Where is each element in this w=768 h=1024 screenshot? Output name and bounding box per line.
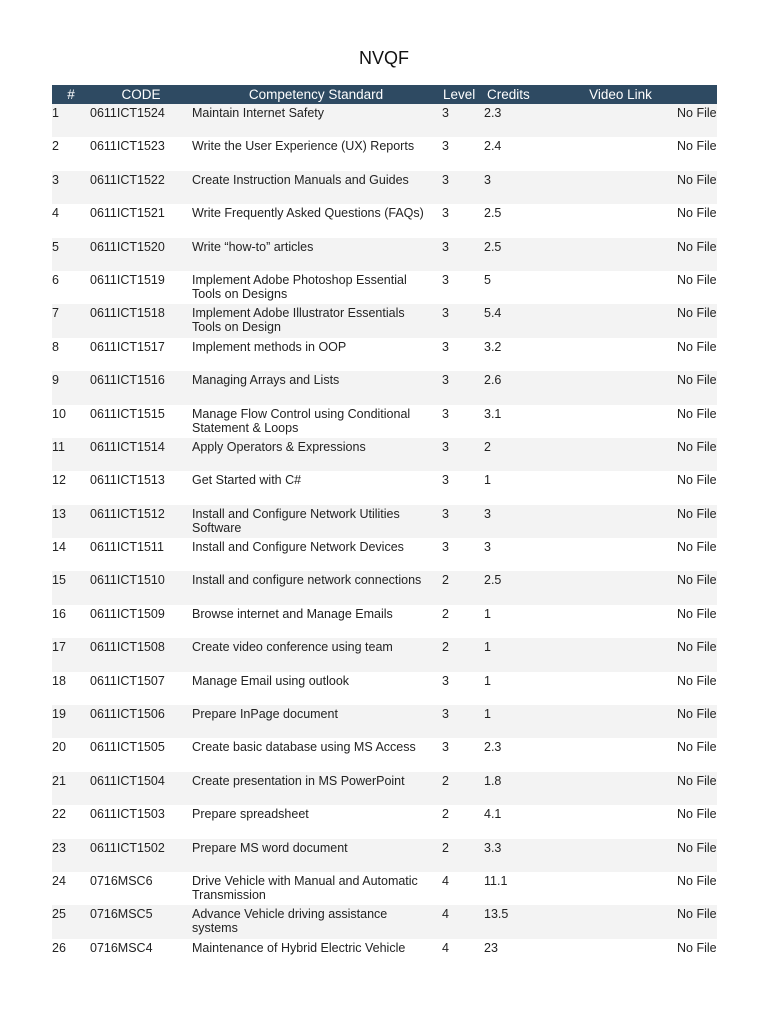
competency-standard: Prepare InPage document [192,707,338,722]
file-status: No File [677,606,717,621]
competency-standard: Install and Configure Network Devices [192,540,404,555]
competency-code: 0611ICT1515 [90,406,165,421]
competency-standard: Implement methods in OOP [192,339,347,354]
header-video-link: Video Link [589,87,652,102]
file-status: No File [677,239,717,254]
row-number: 4 [52,206,59,221]
row-number: 20 [52,740,66,755]
competency-code: 0716MSC4 [90,940,153,955]
level-value: 3 [442,339,449,354]
level-value: 4 [442,940,449,955]
credits-value: 11.1 [484,873,508,888]
file-status: No File [677,707,717,722]
competency-standard: Maintenance of Hybrid Electric Vehicle [192,940,406,955]
row-number: 17 [52,640,66,655]
row-number: 15 [52,573,66,588]
file-status: No File [677,206,717,221]
row-number: 22 [52,807,66,822]
competency-code: 0611ICT1506 [90,707,165,722]
file-status: No File [677,506,717,521]
competency-code: 0611ICT1503 [90,807,165,822]
level-value: 3 [442,540,449,555]
credits-value: 2.4 [484,139,502,154]
level-value: 2 [442,807,449,822]
table-row [52,438,717,471]
competency-standard: Implement Adobe Photoshop Essential Tools on Designs [192,272,407,301]
video-link[interactable] [564,538,677,571]
table-row [52,805,717,838]
level-value: 2 [442,640,449,655]
level-value: 3 [442,707,449,722]
file-status: No File [677,139,717,154]
credits-value: 4.1 [484,807,502,822]
video-link[interactable] [564,471,677,504]
competency-standard: Manage Flow Control using Conditional Statement & Loops [192,406,411,435]
credits-value: 5 [484,272,491,287]
level-value: 3 [442,306,449,321]
row-number: 10 [52,406,66,421]
credits-value: 3 [484,506,491,521]
competency-standard: Get Started with C# [192,473,302,488]
credits-value: 2.5 [484,206,502,221]
credits-value: 2.5 [484,573,502,588]
competency-code: 0611ICT1524 [90,106,165,120]
competency-code: 0611ICT1508 [90,640,165,655]
competency-code: 0611ICT1513 [90,473,165,488]
table-row [52,371,717,404]
competency-standard: Create Instruction Manuals and Guides [192,172,409,187]
credits-value: 3 [484,172,491,187]
competency-code: 0611ICT1511 [90,540,164,555]
competency-standard: Install and Configure Network Utilities Software [192,506,400,535]
competency-standard: Advance Vehicle driving assistance systems [192,907,388,936]
video-link[interactable] [564,304,677,337]
competency-standard: Apply Operators & Expressions [192,439,366,454]
row-number: 8 [52,339,59,354]
credits-value: 3.1 [484,406,502,421]
row-number: 19 [52,707,66,722]
credits-value: 1 [484,707,491,722]
header-level: Level [443,87,476,102]
credits-value: 2.3 [484,106,502,120]
table-row [52,137,717,170]
video-link[interactable] [564,905,677,938]
credits-value: 3.2 [484,339,502,354]
credits-value: 13.5 [484,907,509,922]
row-number: 2 [52,139,59,154]
competency-standard: Create basic database using MS Access [192,740,416,755]
video-link[interactable] [564,338,677,371]
competency-standard: Drive Vehicle with Manual and Automatic Transmission [192,873,418,902]
table-row [52,338,717,371]
level-value: 3 [442,439,449,454]
competency-standard: Managing Arrays and Lists [192,373,340,388]
row-number: 21 [52,773,66,788]
credits-value: 1.8 [484,773,502,788]
video-link[interactable] [564,805,677,838]
competency-standard: Prepare MS word document [192,840,348,855]
table-body [52,104,717,972]
competency-code: 0611ICT1504 [90,773,165,788]
video-link[interactable] [564,605,677,638]
table-row [52,839,717,872]
level-value: 4 [442,873,449,888]
level-value: 3 [442,406,449,421]
competency-code: 0611ICT1523 [90,139,165,154]
table-row [52,872,717,905]
level-value: 3 [442,673,449,688]
video-link[interactable] [564,638,677,671]
competency-code: 0611ICT1502 [90,840,165,855]
credits-value: 1 [484,640,491,655]
competency-standard: Implement Adobe Illustrator Essentials Tools on Design [192,306,405,335]
file-status: No File [677,272,717,287]
credits-value: 3.3 [484,840,502,855]
file-status: No File [677,773,717,788]
table-row [52,638,717,671]
file-status: No File [677,439,717,454]
row-number: 7 [52,306,59,321]
credits-value: 2.3 [484,740,502,755]
video-link[interactable] [564,839,677,872]
row-number: 3 [52,172,59,187]
competency-standard: Browse internet and Manage Emails [192,606,393,621]
competency-standard: Manage Email using outlook [192,673,350,688]
competency-table [52,85,717,972]
file-status: No File [677,540,717,555]
row-number: 26 [52,940,66,955]
row-number: 9 [52,373,59,388]
credits-value: 23 [484,940,498,955]
level-value: 3 [442,473,449,488]
competency-code: 0611ICT1509 [90,606,165,621]
video-link[interactable] [564,271,677,304]
level-value: 3 [442,172,449,187]
video-link[interactable] [564,738,677,771]
table-row [52,505,717,538]
competency-code: 0611ICT1512 [90,506,165,521]
competency-code: 0611ICT1514 [90,439,165,454]
video-link[interactable] [564,171,677,204]
video-link[interactable] [564,438,677,471]
file-status: No File [677,740,717,755]
file-status: No File [677,406,717,421]
file-status: No File [677,840,717,855]
credits-value: 2.5 [484,239,502,254]
file-status: No File [677,473,717,488]
competency-code: 0716MSC6 [90,873,153,888]
competency-standard: Install and configure network connections [192,573,422,588]
header-num: # [67,87,75,102]
competency-standard: Maintain Internet Safety [192,106,325,120]
competency-standard: Write “how-to” articles [192,239,314,254]
competency-code: 0611ICT1517 [90,339,165,354]
table-row [52,104,717,137]
table-row [52,772,717,805]
page-title: NVQF [358,48,409,68]
table-row [52,939,717,972]
row-number: 1 [52,106,59,120]
table-row [52,204,717,237]
table-row [52,271,717,304]
table-row [52,571,717,604]
level-value: 3 [442,740,449,755]
table-row [52,605,717,638]
level-value: 3 [442,373,449,388]
level-value: 3 [442,272,449,287]
video-link[interactable] [564,705,677,738]
row-number: 11 [52,439,65,454]
level-value: 2 [442,573,449,588]
video-link[interactable] [564,505,677,538]
row-number: 23 [52,840,66,855]
table-row [52,238,717,271]
row-number: 12 [52,473,66,488]
credits-value: 1 [484,673,491,688]
competency-code: 0716MSC5 [90,907,153,922]
level-value: 3 [442,506,449,521]
competency-code: 0611ICT1507 [90,673,165,688]
competency-code: 0611ICT1520 [90,239,165,254]
video-link[interactable] [564,772,677,805]
header-code: CODE [121,87,161,102]
table-row [52,304,717,337]
file-status: No File [677,873,717,888]
file-status: No File [677,306,717,321]
level-value: 2 [442,840,449,855]
header-file [677,85,717,104]
row-number: 14 [52,540,66,555]
video-link[interactable] [564,405,677,438]
file-status: No File [677,172,717,187]
header-standard: Competency Standard [248,87,384,102]
table-row [52,672,717,705]
competency-standard: Write the User Experience (UX) Reports [192,139,415,154]
level-value: 2 [442,773,449,788]
level-value: 2 [442,606,449,621]
level-value: 3 [442,106,449,120]
file-status: No File [677,940,717,955]
credits-value: 2.6 [484,373,502,388]
credits-value: 3 [484,540,491,555]
competency-standard: Create presentation in MS PowerPoint [192,773,405,788]
row-number: 13 [52,506,66,521]
file-status: No File [677,807,717,822]
file-status: No File [677,573,717,588]
competency-code: 0611ICT1519 [90,272,165,287]
video-link[interactable] [564,571,677,604]
video-link[interactable] [564,872,677,905]
row-number: 16 [52,606,66,621]
file-status: No File [677,640,717,655]
file-status: No File [677,373,717,388]
competency-standard: Write Frequently Asked Questions (FAQs) [192,206,424,221]
competency-code: 0611ICT1518 [90,306,165,321]
video-link[interactable] [564,204,677,237]
file-status: No File [677,673,717,688]
video-link[interactable] [564,238,677,271]
video-link[interactable] [564,672,677,705]
competency-code: 0611ICT1505 [90,740,165,755]
video-link[interactable] [564,371,677,404]
competency-code: 0611ICT1516 [90,373,165,388]
table-header-row [52,85,717,104]
table-row [52,471,717,504]
table-row [52,171,717,204]
row-number: 25 [52,907,66,922]
file-status: No File [677,339,717,354]
video-link[interactable] [564,939,677,972]
row-number: 18 [52,673,66,688]
level-value: 3 [442,206,449,221]
competency-code: 0611ICT1521 [90,206,165,221]
credits-value: 1 [484,606,491,621]
competency-standard: Prepare spreadsheet [192,807,309,822]
level-value: 3 [442,239,449,254]
file-status: No File [677,907,717,922]
row-number: 6 [52,272,59,287]
table-row [52,705,717,738]
table-row [52,905,717,938]
competency-code: 0611ICT1510 [90,573,165,588]
level-value: 4 [442,907,449,922]
row-number: 5 [52,239,59,254]
header-credits: Credits [487,87,530,102]
credits-value: 2 [484,439,491,454]
video-link[interactable] [564,137,677,170]
video-link[interactable] [564,104,677,137]
table-row [52,538,717,571]
competency-code: 0611ICT1522 [90,172,165,187]
table-row [52,738,717,771]
competency-standard: Create video conference using team [192,640,393,655]
level-value: 3 [442,139,449,154]
file-status: No File [677,106,717,120]
row-number: 24 [52,873,66,888]
credits-value: 1 [484,473,491,488]
credits-value: 5.4 [484,306,502,321]
table-row [52,405,717,438]
